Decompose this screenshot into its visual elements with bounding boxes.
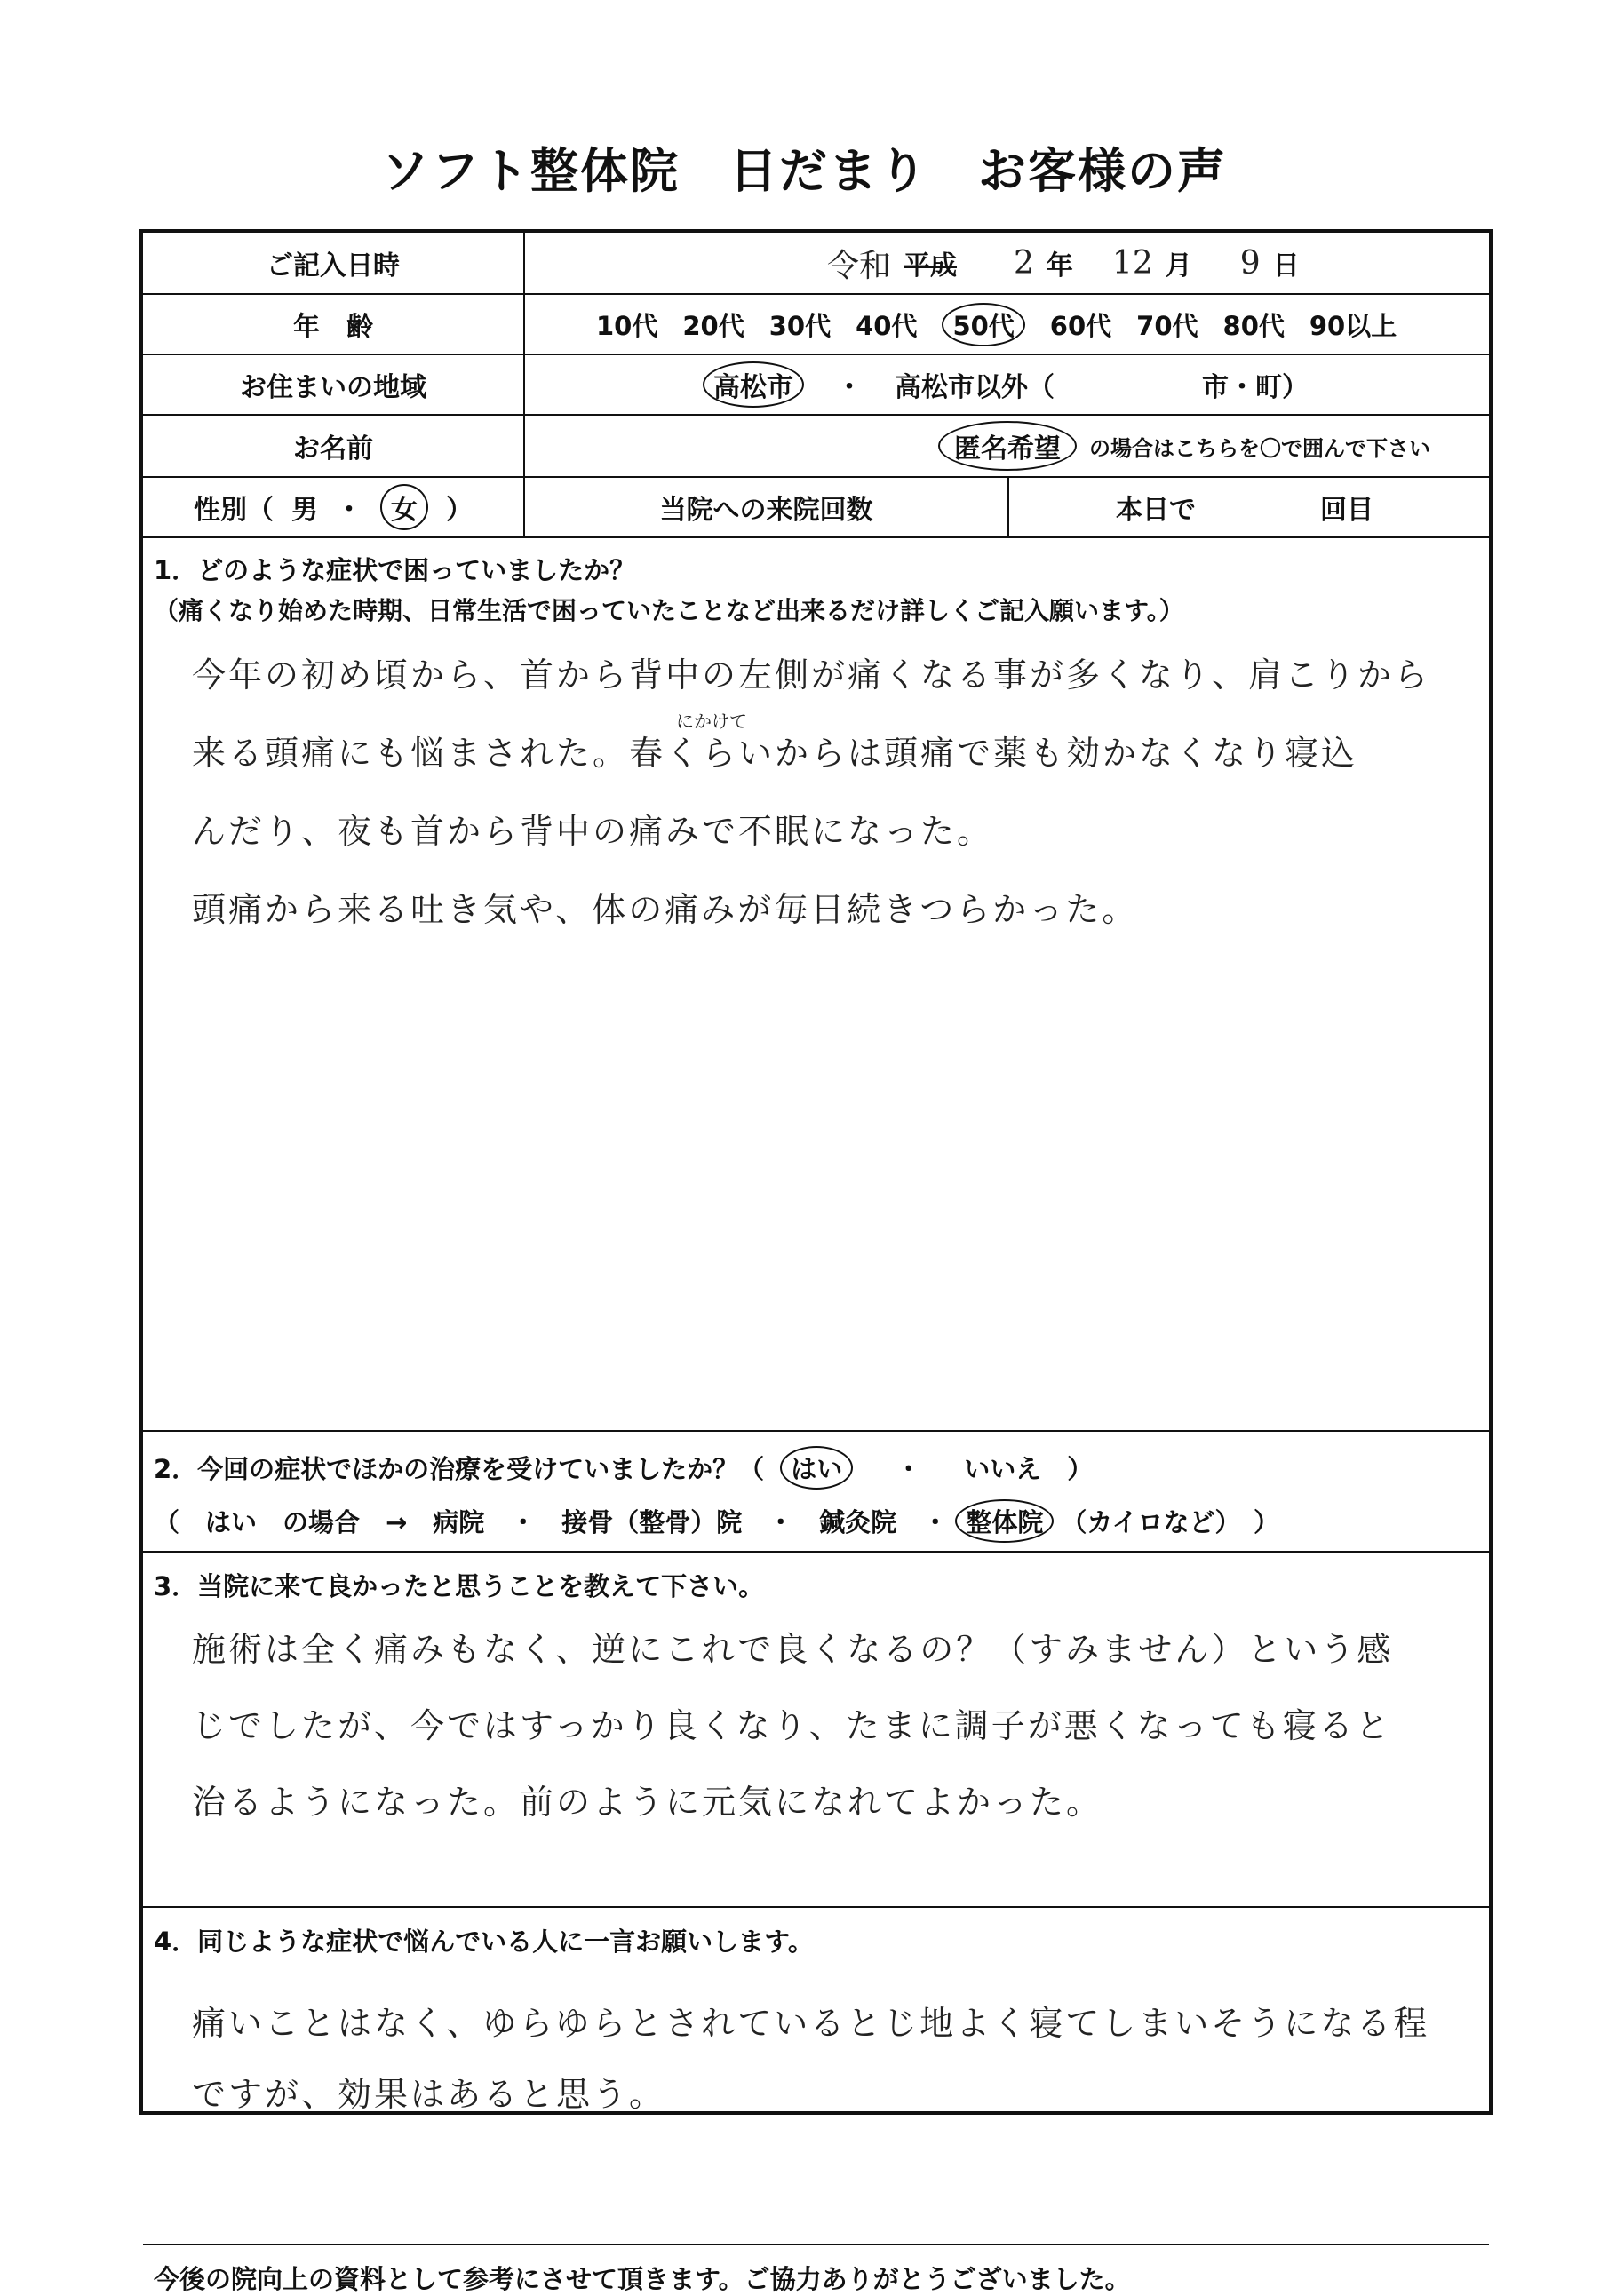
q2-yes: はい [780, 1446, 853, 1490]
q3-answer-line: じでしたが、今ではすっかり良くなり、たまに調子が悪くなっても寝ると [192, 1706, 1392, 1745]
region-other: 高松市以外（ [895, 372, 1055, 403]
visits-label: 当院への来院回数 [659, 495, 873, 526]
age-option: 20代 [682, 310, 744, 341]
name-label: お名前 [143, 416, 525, 476]
region-takamatsu: 高松市 [703, 361, 804, 408]
q2-section [143, 1432, 1489, 1553]
footer-thanks: 今後の院向上の資料として参考にさせて頂きます。ご協力ありがとうございました。 [154, 2264, 1131, 2294]
q3-answer-line: 治るようになった。前のように元気になれてよかった。 [192, 1783, 1103, 1822]
q3-section [143, 1553, 1489, 1908]
age-label: 年 齢 [143, 295, 525, 354]
q3-question: 3．当院に来て良かったと思うことを教えて下さい。 [154, 1571, 765, 1601]
q3-answer [192, 1611, 1462, 1840]
era-heisei: 平成 [904, 250, 958, 282]
gender-label-prefix: 性別（ [194, 495, 274, 526]
era-reiwa: 令和 [827, 247, 892, 284]
q2-line2-suffix: （カイロなど） ） [1061, 1507, 1279, 1537]
survey-form [139, 229, 1493, 2294]
q2-dot: ・ [896, 1454, 922, 1484]
q2-line2-prefix: （ はい の場合 → 病院 ・ 接骨（整骨）院 ・ 鍼灸院 ・ [154, 1507, 949, 1537]
gender-dot: ・ [336, 495, 362, 526]
age-option: 60代 [1049, 310, 1112, 341]
year-unit: 年 [1046, 250, 1073, 282]
gender-female: 女 [380, 484, 428, 530]
q1-answer-line: 来る頭痛にも悩まされた。春くらいからは頭痛で薬も効かなくなり寝込 [192, 734, 1358, 773]
age-option: 30代 [768, 310, 832, 341]
age-option: 70代 [1136, 310, 1198, 341]
anonymous-note: の場合はこちらを〇で囲んで下さい [1089, 435, 1430, 461]
q1-answer-line: 頭痛から来る吐き気や、体の痛みが毎日続きつらかった。 [192, 890, 1139, 929]
age-option: 40代 [856, 310, 918, 341]
month-unit: 月 [1165, 250, 1192, 282]
age-row [143, 295, 1489, 355]
times-label: 回目 [1320, 495, 1373, 526]
q1-answer-line: 今年の初め頃から、首から背中の左側が痛くなる事が多くなり、肩こりから [192, 655, 1431, 695]
q1-question: 1．どのような症状で困っていましたか？ [154, 555, 636, 585]
year-value: 2 [1014, 244, 1034, 282]
region-dot: ・ [836, 372, 863, 403]
age-option: 50代 [942, 303, 1024, 346]
q1-answer-line: んだり、夜も首から背中の痛みで不眠になった。 [192, 812, 994, 851]
name-row [143, 416, 1489, 478]
q1-insert-note: にかけて [676, 711, 747, 732]
q4-section [143, 1908, 1489, 2245]
q4-answer-line: ですが、効果はあると思う。 [192, 2075, 666, 2114]
q4-answer-line: 痛いことはなく、ゆらゆらとされているとじ地よく寝てしまいそうになる程 [192, 2004, 1430, 2043]
age-option: 10代 [596, 310, 658, 341]
region-label: お住まいの地域 [143, 355, 525, 414]
q4-answer [192, 1988, 1462, 2130]
q4-question: 4．同じような症状で悩んでいる人に一言お願いします。 [154, 1927, 814, 1957]
q3-answer-line: 施術は全く痛みもなく、逆にこれで良くなるの？（すみません）という感 [192, 1630, 1394, 1669]
region-suffix: 市・町） [1202, 372, 1309, 403]
gender-label-suffix: ） [446, 495, 473, 526]
q2-seitai: 整体院 [955, 1499, 1054, 1543]
day-unit: 日 [1272, 250, 1300, 282]
month-value: 12 [1111, 244, 1153, 282]
date-label: ご記入日時 [143, 233, 525, 293]
q1-section [143, 538, 1489, 1432]
age-options [525, 295, 1489, 354]
region-row [143, 355, 1489, 416]
date-row [143, 233, 1489, 295]
age-option: 80代 [1222, 310, 1285, 341]
gender-male: 男 [291, 495, 318, 526]
anonymous-option: 匿名希望 [938, 421, 1077, 471]
today-label: 本日で [1116, 495, 1196, 526]
day-value: 9 [1239, 244, 1261, 282]
age-option: 90以上 [1309, 310, 1397, 341]
q1-note: （痛くなり始めた時期、日常生活で困っていたことなど出来るだけ詳しくご記入願います。） [154, 596, 1184, 625]
page-title: ソフト整体院 日だまり お客様の声 [381, 143, 1227, 199]
gender-row [143, 478, 1489, 538]
q2-question: 2．今回の症状でほかの治療を受けていましたか？（ [154, 1454, 765, 1484]
q1-answer [192, 636, 1462, 949]
q2-no: いいえ ） [964, 1454, 1094, 1484]
